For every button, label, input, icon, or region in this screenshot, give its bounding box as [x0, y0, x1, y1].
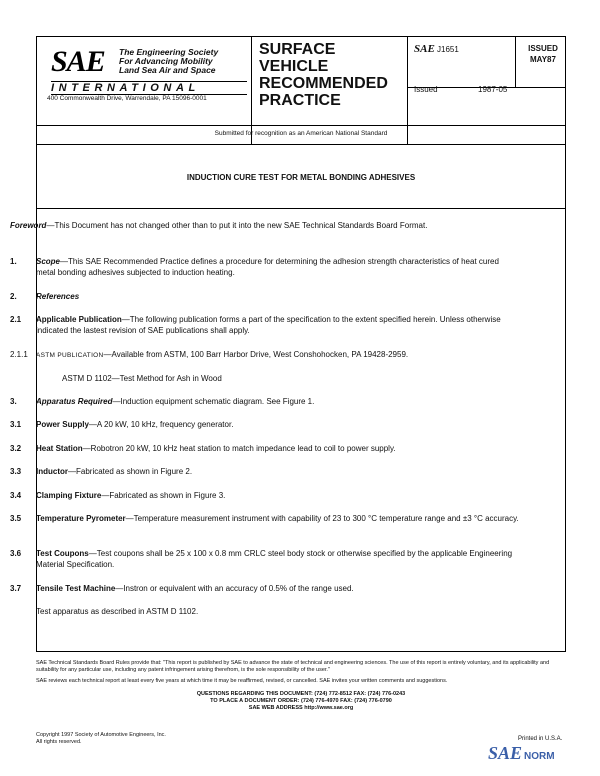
status-badge: ISSUED MAY87 [528, 44, 558, 64]
issued-date: Issued 1987-05 [414, 85, 508, 94]
copyright: Copyright 1997 Society of Automotive Engineers, Inc. All rights reserved. [36, 732, 166, 745]
standards-policy: SAE Technical Standards Board Rules provide that: "This report is published by SAE to advance the state of technical and engineering sciences. The use of this report is entirely voluntary, and its applicability and suitability for any particular use, including any patent infringement arising therefrom, is the sole responsibility of the user." [36, 660, 550, 673]
document-footer [36, 660, 566, 712]
sae-logo: SAE [51, 45, 105, 78]
order-contact: TO PLACE A DOCUMENT ORDER: (724) 776-4970 FAX: (724) 776-0790 [210, 698, 392, 704]
header-divider [37, 125, 565, 126]
international-wordmark: INTERNATIONAL [51, 81, 247, 95]
document-type: SURFACE VEHICLE RECOMMENDED PRACTICE [259, 41, 388, 109]
saenorm-watermark: SAE NORM [488, 743, 555, 763]
ansi-submission-note: Submitted for recognition as an American National Standard [214, 130, 388, 137]
society-address: 400 Commonwealth Drive, Warrendale, PA 15096-0001 [47, 95, 207, 102]
printed-note: Printed in U.S.A. [518, 736, 563, 742]
society-tagline: The Engineering Society For Advancing Mobility Land Sea Air and Space [119, 47, 219, 75]
document-header [37, 37, 565, 145]
questions-contact: QUESTIONS REGARDING THIS DOCUMENT: (724) 772-8512 FAX: (724) 776-0243 [196, 691, 406, 697]
title-band [37, 145, 565, 209]
review-policy: SAE reviews each technical report at least every five years at which time it may be reaffirmed, revised, or cancelled. SAE invites your written comments and suggestions. [36, 678, 448, 684]
document-code: SAE J1651 [414, 43, 459, 55]
header-divider [515, 37, 516, 87]
document-title: INDUCTION CURE TEST FOR METAL BONDING ADHESIVES [186, 173, 416, 182]
web-address: SAE WEB ADDRESS http://www.sae.org [248, 705, 354, 711]
